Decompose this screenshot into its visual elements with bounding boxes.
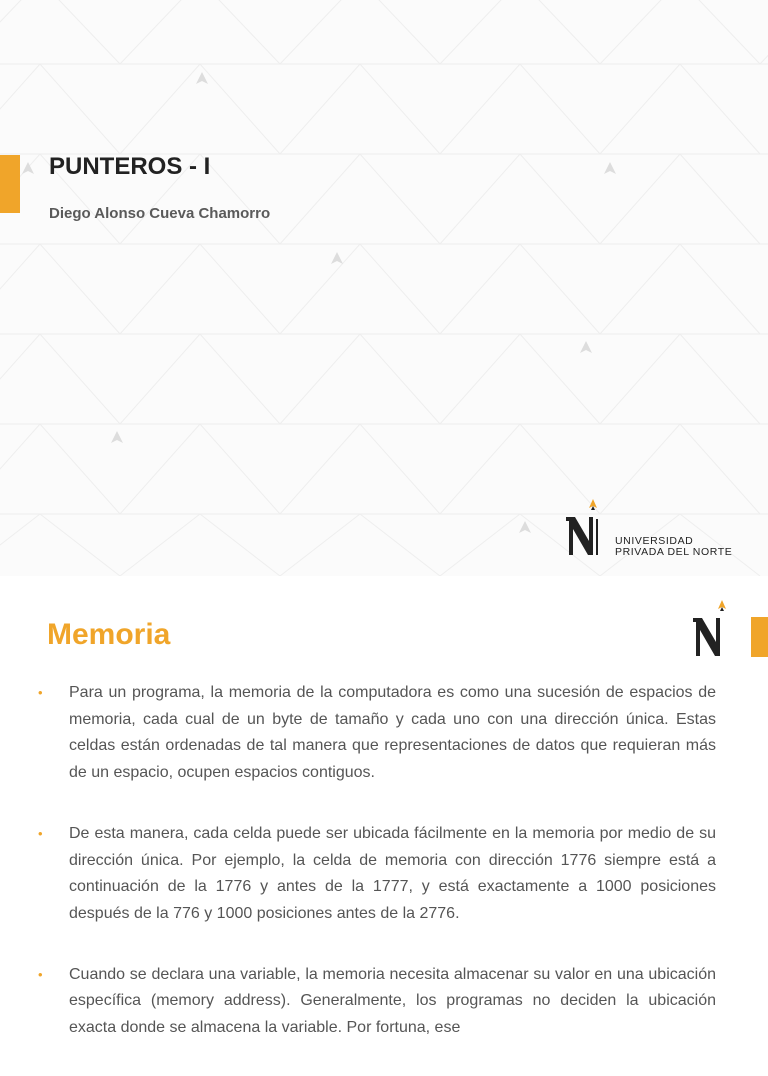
logo-line-2: PRIVADA DEL NORTE <box>615 546 733 558</box>
accent-bar <box>0 155 20 213</box>
bullet-text: Para un programa, la memoria de la computadora es como una sucesión de espacios de memoria, cada cual de un byte de tamaño y cada uno con una dirección única. Estas celdas están ordenadas de tal manera que representaciones de datos que requieran más de un espacio, ocupen espacios contiguos. <box>69 684 716 782</box>
bullet-text: De esta manera, cada celda puede ser ubicada fácilmente en la memoria por medio de su dirección única. Por ejemplo, la celda de memoria con dirección 1776 siempre está a continuación de la 1776 y antes de la 1777, y está exactamente a 1000 posiciones después de la 776 y 1000 posiciones antes de la 2776. <box>69 824 716 922</box>
list-item <box>38 962 716 1042</box>
list-item <box>38 821 716 928</box>
author-name: Diego Alonso Cueva Chamorro <box>49 205 271 222</box>
bullet-list <box>38 680 716 1076</box>
bullet-icon: • <box>38 685 43 700</box>
slide-title: PUNTEROS - I <box>49 153 211 180</box>
content-slide <box>0 576 768 1037</box>
section-title: Memoria <box>47 618 171 651</box>
upn-n-logo-icon <box>560 497 610 559</box>
accent-bar <box>751 617 768 657</box>
bullet-icon: • <box>38 966 43 982</box>
list-item <box>38 680 716 787</box>
bullet-text: Cuando se declara una variable, la memoria necesita almacenar su valor en una ubicación específica (memory address). Generalmente, los programas no deciden la ubicación exacta donde se almacena la variable. Por fortuna, ese <box>69 965 716 1037</box>
logo-line-1: UNIVERSIDAD <box>615 535 694 547</box>
upn-n-logo-icon <box>690 600 732 658</box>
university-logo <box>560 497 760 559</box>
bullet-icon: • <box>38 825 43 841</box>
